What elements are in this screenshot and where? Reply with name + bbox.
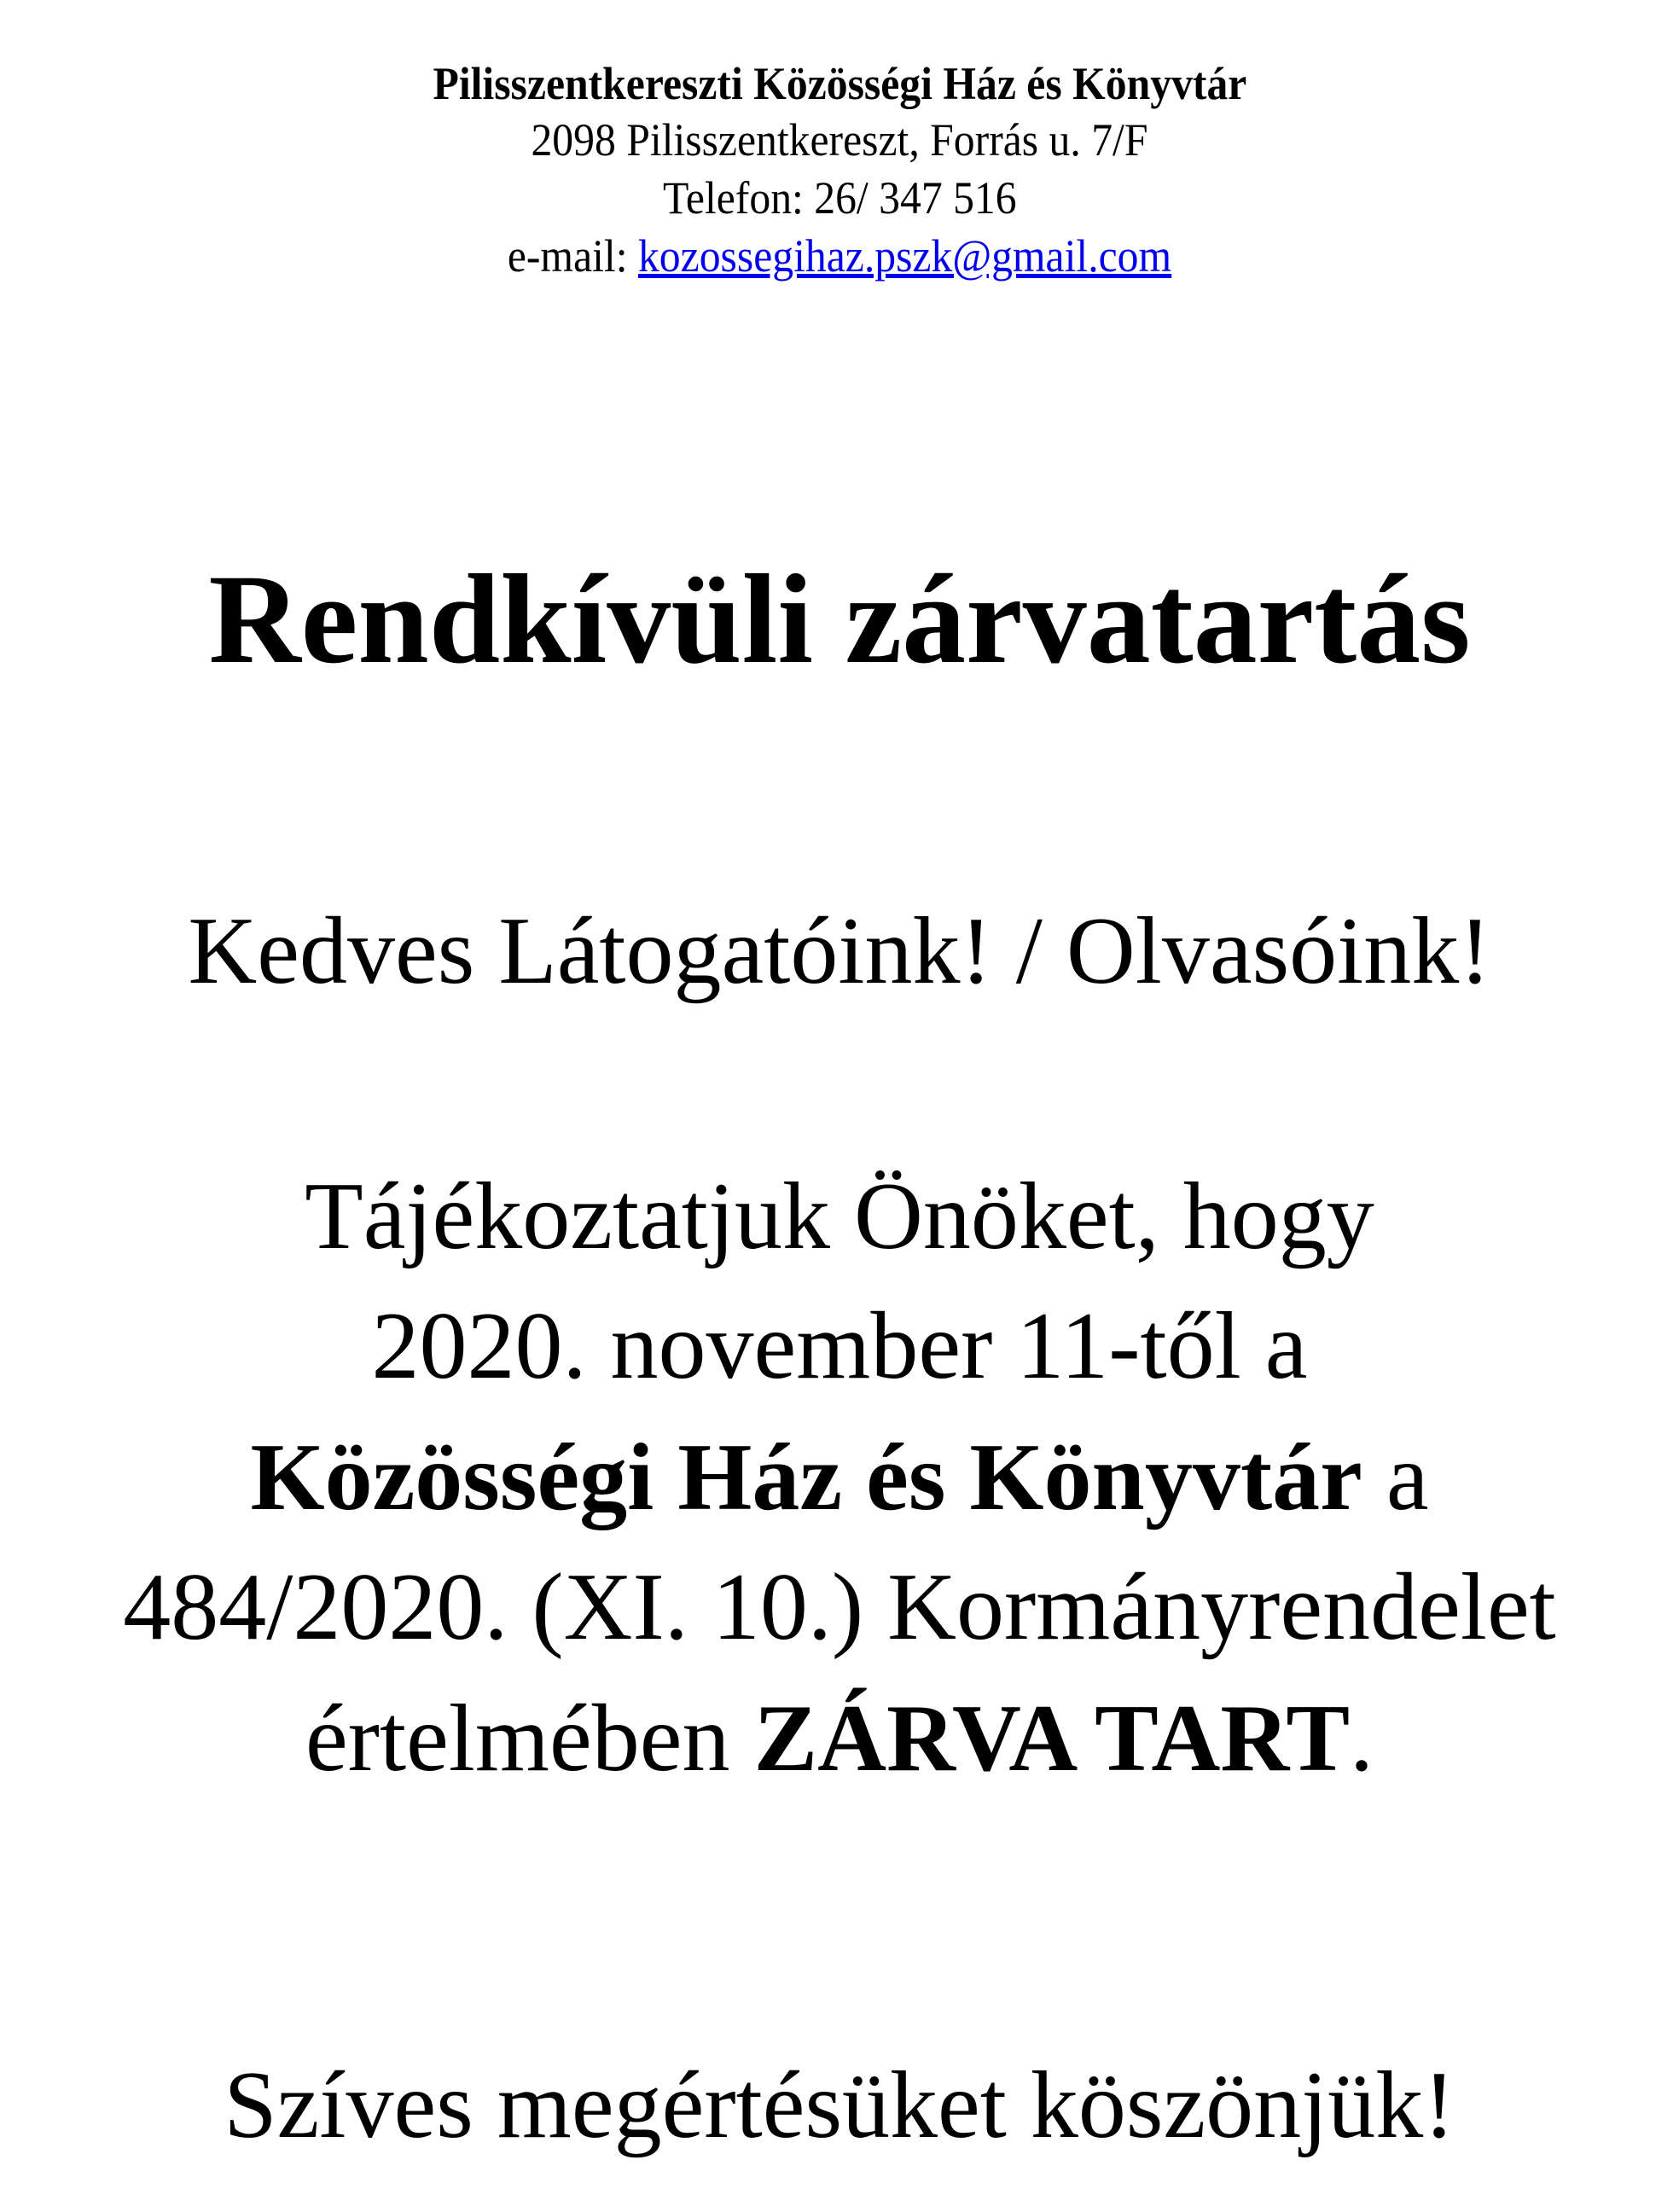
body-line-3: Közösségi Ház és Könyvtár a <box>250 1425 1429 1530</box>
phone: Telefon: 26/ 347 516 <box>662 172 1017 224</box>
body-line-5: értelmében ZÁRVA TART. <box>305 1686 1374 1791</box>
closed-notice: ZÁRVA TART <box>753 1686 1351 1791</box>
closing: Szíves megértésüket köszönjük! <box>224 2052 1455 2158</box>
address: 2098 Pilisszentkereszt, Forrás u. 7/F <box>531 114 1148 165</box>
body-line-1: Tájékoztatjuk Önöket, hogy <box>305 1164 1374 1269</box>
body-line-2: 2020. november 11-től a <box>371 1293 1308 1399</box>
greeting: Kedves Látogatóink! / Olvasóink! <box>188 898 1491 1004</box>
email-line <box>0 230 1679 282</box>
page-title: Rendkívüli zárvatartás <box>208 549 1471 690</box>
body-line-4: 484/2020. (XI. 10.) Kormányrendelet <box>123 1554 1556 1660</box>
email-link[interactable]: kozossegihaz.pszk@gmail.com <box>637 230 1172 282</box>
org-name: Pilisszentkereszti Közösségi Ház és Könyvtár <box>433 58 1246 109</box>
institution-name: Közösségi Ház és Könyvtár <box>250 1425 1362 1530</box>
email-label: e-mail: <box>507 230 638 282</box>
